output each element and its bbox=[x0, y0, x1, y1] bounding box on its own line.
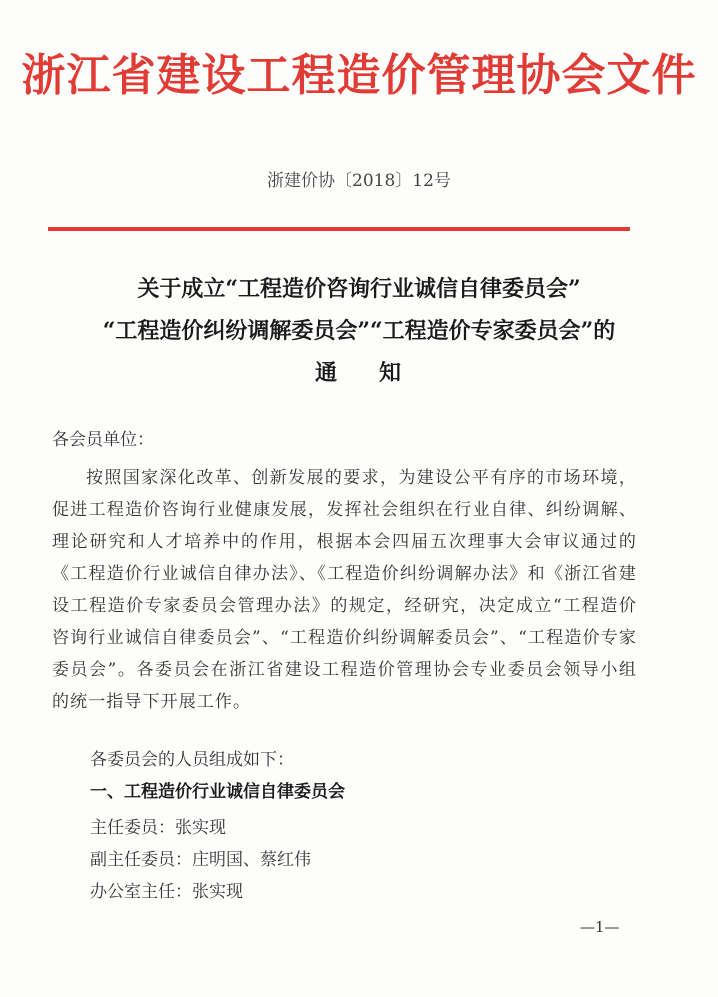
salutation: 各会员单位： bbox=[52, 430, 154, 450]
notice-title-line-1: 关于成立“工程造价咨询行业诚信自律委员会” bbox=[137, 276, 581, 302]
red-divider-line bbox=[48, 227, 630, 231]
section-heading-1: 一、工程造价行业诚信自律委员会 bbox=[90, 782, 345, 802]
composition-intro: 各委员会的人员组成如下： bbox=[90, 750, 294, 770]
notice-title-char-1: 通 bbox=[314, 360, 339, 386]
document-header-title: 浙江省建设工程造价管理协会文件 bbox=[21, 50, 697, 101]
body-paragraph: 按照国家深化改革、创新发展的要求，为建设公平有序的市场环境，促进工程造价咨询行业健康发展，发挥社会组织在行业自律、纠纷调解、理论研究和人才培养中的作用，根据本会四届五次理事大会审议通过的《工程造价行业诚信自律办法》、《工程造价纠纷调解办法》和《浙江省建设工程造价专家委员会管理办法》的规定，经研究，决定成立“工程造价咨询行业诚信自律委员会”、“工程造价纠纷调解委员会”、“工程造价专家委员会”。各委员会在浙江省建设工程造价管理协会专业委员会领导小组的统一指导下开展工作。 bbox=[52, 468, 637, 712]
page-number: —1— bbox=[580, 918, 620, 936]
notice-title-line-3 bbox=[0, 362, 718, 384]
member-line: 主任委员：张实现 bbox=[90, 818, 226, 838]
notice-title-line-2: “工程造价纠纷调解委员会”“工程造价专家委员会”的 bbox=[102, 318, 616, 344]
notice-title-char-2: 知 bbox=[379, 360, 404, 386]
member-line: 副主任委员：庄明国、蔡红伟 bbox=[90, 850, 311, 870]
member-line: 办公室主任：张实现 bbox=[90, 882, 243, 902]
document-number: 浙建价协〔2018〕12号 bbox=[267, 171, 451, 191]
